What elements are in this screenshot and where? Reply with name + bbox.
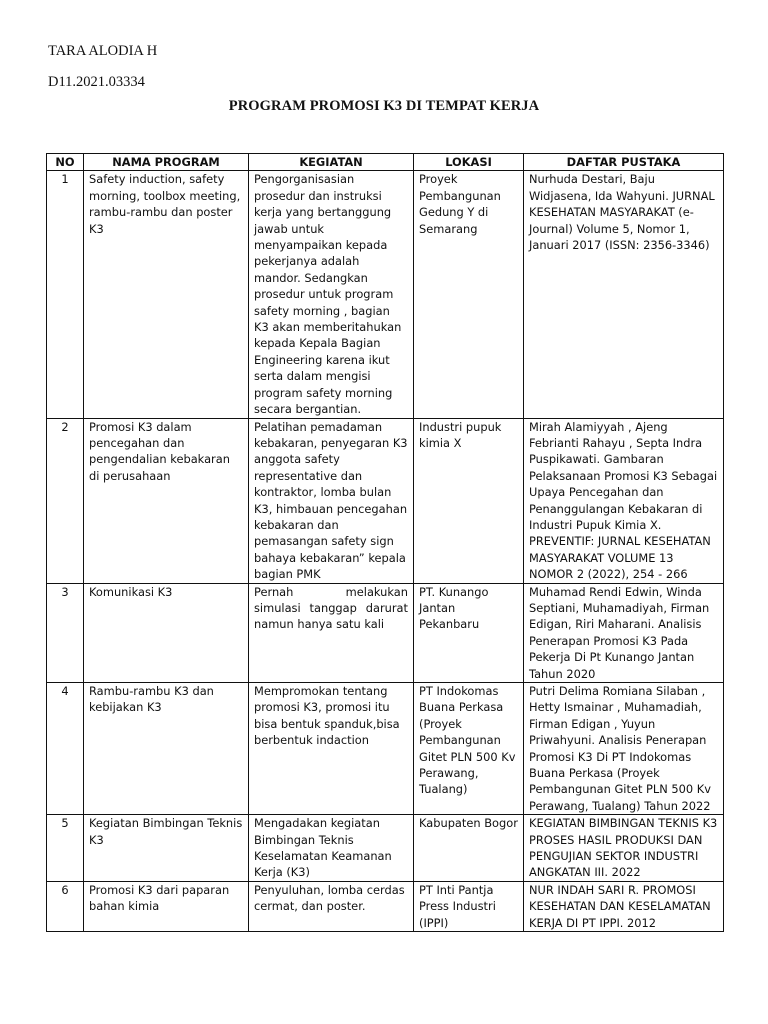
cell-no: 3: [47, 583, 84, 682]
cell-nama-program: Rambu-rambu K3 dan kebijakan K3: [84, 683, 249, 815]
cell-nama-program: Promosi K3 dari paparan bahan kimia: [84, 881, 249, 931]
cell-nama-program: Safety induction, safety morning, toolbox meeting, rambu-rambu dan poster K3: [84, 171, 249, 418]
cell-lokasi: PT Inti Pantja Press Industri (IPPI): [414, 881, 524, 931]
cell-kegiatan: Mempromokan tentang promosi K3, promosi itu bisa bentuk spanduk,bisa berbentuk indaction: [249, 683, 414, 815]
cell-daftar-pustaka: Nurhuda Destari, Baju Widjasena, Ida Wahyuni. JURNAL KESEHATAN MASYARAKAT (e-Journal) Volume 5, Nomor 1, Januari 2017 (ISSN: 2356-3346): [524, 171, 724, 418]
cell-kegiatan: Pernah melakukan simulasi tanggap darurat namun hanya satu kali: [249, 583, 414, 682]
cell-daftar-pustaka: Muhamad Rendi Edwin, Winda Septiani, Muhamadiyah, Firman Edigan, Riri Maharani. Analisis Penerapan Promosi K3 Pada Pekerja Di Pt Kunango Jantan Tahun 2020: [524, 583, 724, 682]
cell-kegiatan: Mengadakan kegiatan Bimbingan Teknis Keselamatan Keamanan Kerja (K3): [249, 815, 414, 882]
author-name: TARA ALODIA H: [48, 43, 158, 59]
cell-kegiatan: Penyuluhan, lomba cerdas cermat, dan poster.: [249, 881, 414, 931]
table-row: [47, 881, 724, 931]
table-header-row: [47, 154, 724, 171]
cell-no: 5: [47, 815, 84, 882]
table-row: [47, 583, 724, 682]
program-table: [46, 153, 724, 932]
cell-lokasi: Kabupaten Bogor: [414, 815, 524, 882]
header-no: NO: [47, 154, 84, 171]
document-title: PROGRAM PROMOSI K3 DI TEMPAT KERJA: [228, 98, 540, 114]
table-row: [47, 815, 724, 882]
cell-daftar-pustaka: Mirah Alamiyyah , Ajeng Febrianti Rahayu , Septa Indra Puspikawati. Gambaran Pelaksanaan Promosi K3 Sebagai Upaya Pencegahan dan Penanggulangan Kebakaran di Industri Pupuk Kimia X. PREVENTIF: JURNAL KESEHATAN MASYARAKAT VOLUME 13 NOMOR 2 (2022), 254 - 266: [524, 418, 724, 583]
header-lokasi: LOKASI: [414, 154, 524, 171]
author-student-id: D11.2021.03334: [48, 74, 145, 90]
cell-no: 1: [47, 171, 84, 418]
cell-kegiatan: Pengorganisasian prosedur dan instruksi kerja yang bertanggung jawab untuk menyampaikan kepada pekerjanya adalah mandor. Sedangkan prosedur untuk program safety morning , bagian K3 akan memberitahukan kepada Kepala Bagian Engineering karena ikut serta dalam mengisi program safety morning secara bergantian.: [249, 171, 414, 418]
cell-lokasi: Industri pupuk kimia X: [414, 418, 524, 583]
cell-no: 2: [47, 418, 84, 583]
table-row: [47, 683, 724, 815]
header-daftar-pustaka: DAFTAR PUSTAKA: [524, 154, 724, 171]
cell-nama-program: Promosi K3 dalam pencegahan dan pengendalian kebakaran di perusahaan: [84, 418, 249, 583]
cell-lokasi: Proyek Pembangunan Gedung Y di Semarang: [414, 171, 524, 418]
cell-nama-program: Komunikasi K3: [84, 583, 249, 682]
cell-nama-program: Kegiatan Bimbingan Teknis K3: [84, 815, 249, 882]
cell-lokasi: PT Indokomas Buana Perkasa (Proyek Pembangunan Gitet PLN 500 Kv Perawang, Tualang): [414, 683, 524, 815]
table-row: [47, 418, 724, 583]
cell-no: 4: [47, 683, 84, 815]
cell-lokasi: PT. Kunango Jantan Pekanbaru: [414, 583, 524, 682]
cell-kegiatan: Pelatihan pemadaman kebakaran, penyegaran K3 anggota safety representative dan kontraktor, lomba bulan K3, himbauan pencegahan kebakaran dan pemasangan safety sign bahaya kebakaran” kepala bagian PMK: [249, 418, 414, 583]
cell-daftar-pustaka: Putri Delima Romiana Silaban , Hetty Ismainar , Muhamadiah, Firman Edigan , Yuyun Priwahyuni. Analisis Penerapan Promosi K3 Di PT Indokomas Buana Perkasa (Proyek Pembangunan Gitet PLN 500 Kv Perawang, Tualang) Tahun 2022: [524, 683, 724, 815]
header-nama-program: NAMA PROGRAM: [84, 154, 249, 171]
table-row: [47, 171, 724, 418]
cell-daftar-pustaka: NUR INDAH SARI R. PROMOSI KESEHATAN DAN KESELAMATAN KERJA DI PT IPPI. 2012: [524, 881, 724, 931]
cell-daftar-pustaka: KEGIATAN BIMBINGAN TEKNIS K3 PROSES HASIL PRODUKSI DAN PENGUJIAN SEKTOR INDUSTRI ANGKATAN III. 2022: [524, 815, 724, 882]
cell-no: 6: [47, 881, 84, 931]
header-kegiatan: KEGIATAN: [249, 154, 414, 171]
